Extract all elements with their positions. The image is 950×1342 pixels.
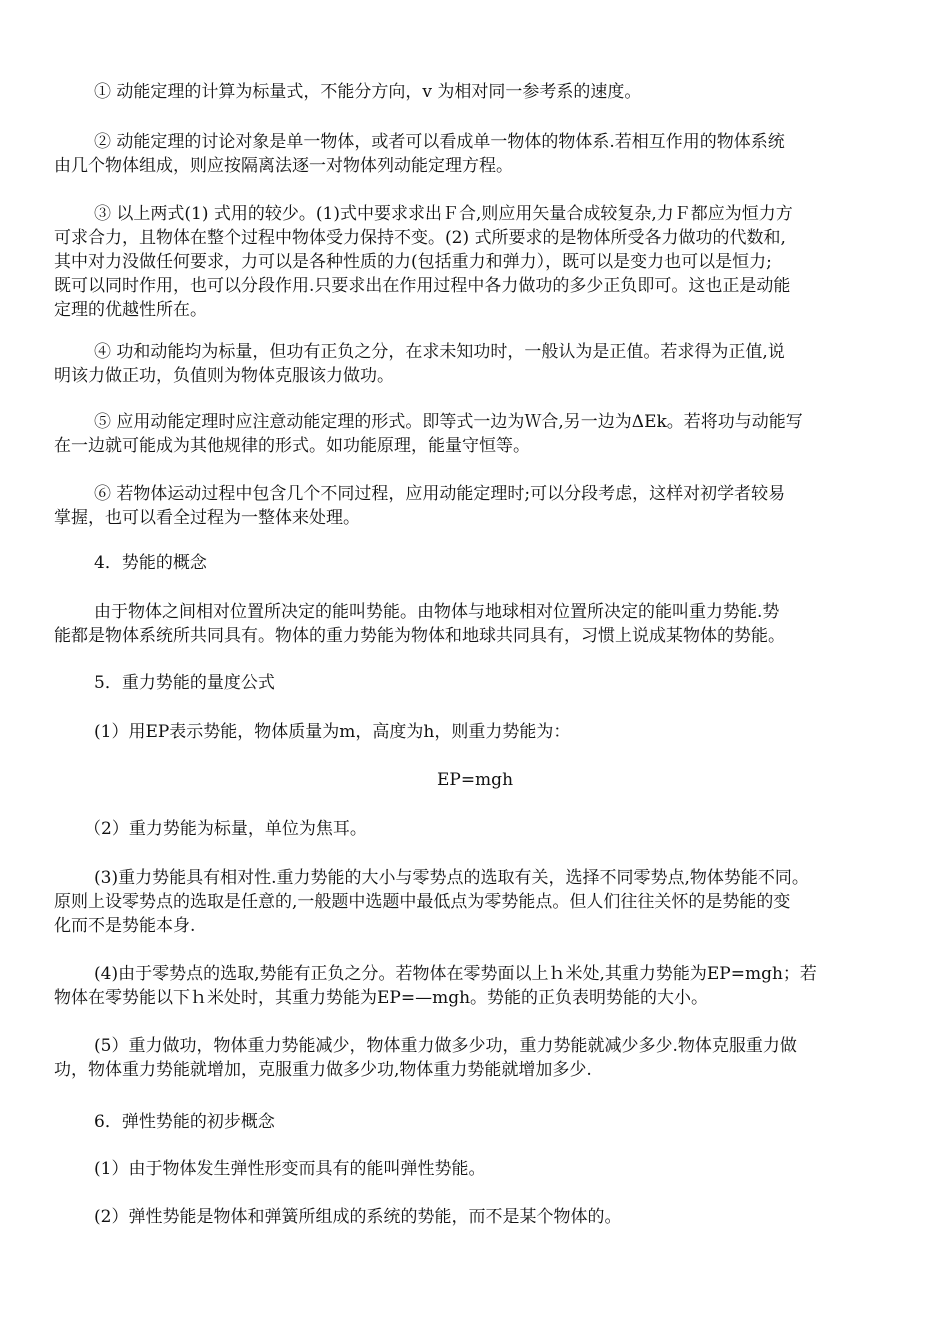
text-line: 能都是物体系统所共同具有。物体的重力势能为物体和地球共同具有，习惯上说成某物体的势能。 — [54, 626, 785, 646]
formula: EP=mgh — [436, 770, 514, 790]
section-heading-5 — [54, 671, 896, 695]
text-line: 其中对力没做任何要求，力可以是各种性质的力(包括重力和弹力），既可以是变力也可以是恒力; — [54, 252, 772, 272]
paragraph-11 — [54, 962, 896, 1010]
paragraph-10 — [54, 866, 896, 938]
paragraph-5 — [54, 410, 896, 458]
heading-text: 6．弹性势能的初步概念 — [94, 1112, 275, 1132]
text-line: 明该力做正功，负值则为物体克服该力做功。 — [54, 366, 394, 386]
text-line: ③ 以上两式(1) 式用的较少。(1)式中要求求出Ｆ合,则应用矢量合成较复杂,力Ｆ都应为恒力方 — [94, 204, 793, 224]
text-line: 物体在零势能以下ｈ米处时，其重力势能为EP=—mgh。势能的正负表明势能的大小。 — [54, 988, 709, 1008]
text-line: 掌握，也可以看全过程为一整体来处理。 — [54, 508, 360, 528]
text-line: 功，物体重力势能就增加，克服重力做多少功,物体重力势能就增加多少. — [54, 1060, 592, 1080]
section-heading-6 — [54, 1110, 896, 1134]
section-heading-4 — [54, 551, 896, 575]
text-line: ② 动能定理的讨论对象是单一物体，或者可以看成单一物体的物体系.若相互作用的物体系统 — [94, 132, 785, 152]
paragraph-9 — [54, 817, 896, 841]
heading-text: 4．势能的概念 — [94, 553, 207, 573]
paragraph-6 — [54, 482, 896, 530]
text-line: (1）由于物体发生弹性形变而具有的能叫弹性势能。 — [94, 1159, 486, 1179]
text-line: 由于物体之间相对位置所决定的能叫势能。由物体与地球相对位置所决定的能叫重力势能.势 — [94, 602, 780, 622]
text-line: (5）重力做功，物体重力势能减少，物体重力做多少功，重力势能就减少多少.物体克服重力做 — [94, 1036, 797, 1056]
text-line: ① 动能定理的计算为标量式，不能分方向，v 为相对同一参考系的速度。 — [94, 82, 642, 102]
text-line: (1）用EP表示势能，物体质量为m，高度为h，则重力势能为： — [94, 722, 571, 742]
text-line: 由几个物体组成，则应按隔离法逐一对物体列动能定理方程。 — [54, 156, 513, 176]
text-line: (2）弹性势能是物体和弹簧所组成的系统的势能，而不是某个物体的。 — [94, 1207, 622, 1227]
text-line: ⑥ 若物体运动过程中包含几个不同过程，应用动能定理时;可以分段考虑，这样对初学者较易 — [94, 484, 786, 504]
text-line: ⑤ 应用动能定理时应注意动能定理的形式。即等式一边为Ｗ合,另一边为ΔEk。若将功与动能写 — [94, 412, 803, 432]
paragraph-12 — [54, 1034, 896, 1082]
text-line: 在一边就可能成为其他规律的形式。如功能原理，能量守恒等。 — [54, 436, 530, 456]
text-line: 定理的优越性所在。 — [54, 300, 207, 320]
paragraph-7 — [54, 600, 896, 648]
heading-text: 5．重力势能的量度公式 — [94, 673, 275, 693]
paragraph-2 — [54, 130, 896, 178]
text-line: （2）重力势能为标量，单位为焦耳。 — [84, 819, 367, 839]
paragraph-3 — [54, 202, 896, 322]
paragraph-14 — [54, 1205, 896, 1229]
text-line: ④ 功和动能均为标量，但功有正负之分，在求未知功时，一般认为是正值。若求得为正值,说 — [94, 342, 785, 362]
text-line: 化而不是势能本身. — [54, 916, 196, 936]
paragraph-8 — [54, 720, 896, 744]
paragraph-13 — [54, 1157, 896, 1181]
paragraph-4 — [54, 340, 896, 388]
text-line: 可求合力，且物体在整个过程中物体受力保持不变。(2) 式所要求的是物体所受各力做功的代数和, — [54, 228, 786, 248]
text-line: 原则上设零势点的选取是任意的,一般题中选题中最低点为零势能点。但人们往往关怀的是势能的变 — [54, 892, 791, 912]
paragraph-1 — [54, 80, 896, 104]
text-line: 既可以同时作用，也可以分段作用.只要求出在作用过程中各力做功的多少正负即可。这也正是动能 — [54, 276, 791, 296]
text-line: (4)由于零势点的选取,势能有正负之分。若物体在零势面以上ｈ米处,其重力势能为EP=mgh；若 — [94, 964, 817, 984]
text-line: (3)重力势能具有相对性.重力势能的大小与零势点的选取有关，选择不同零势点,物体势能不同。 — [94, 868, 809, 888]
